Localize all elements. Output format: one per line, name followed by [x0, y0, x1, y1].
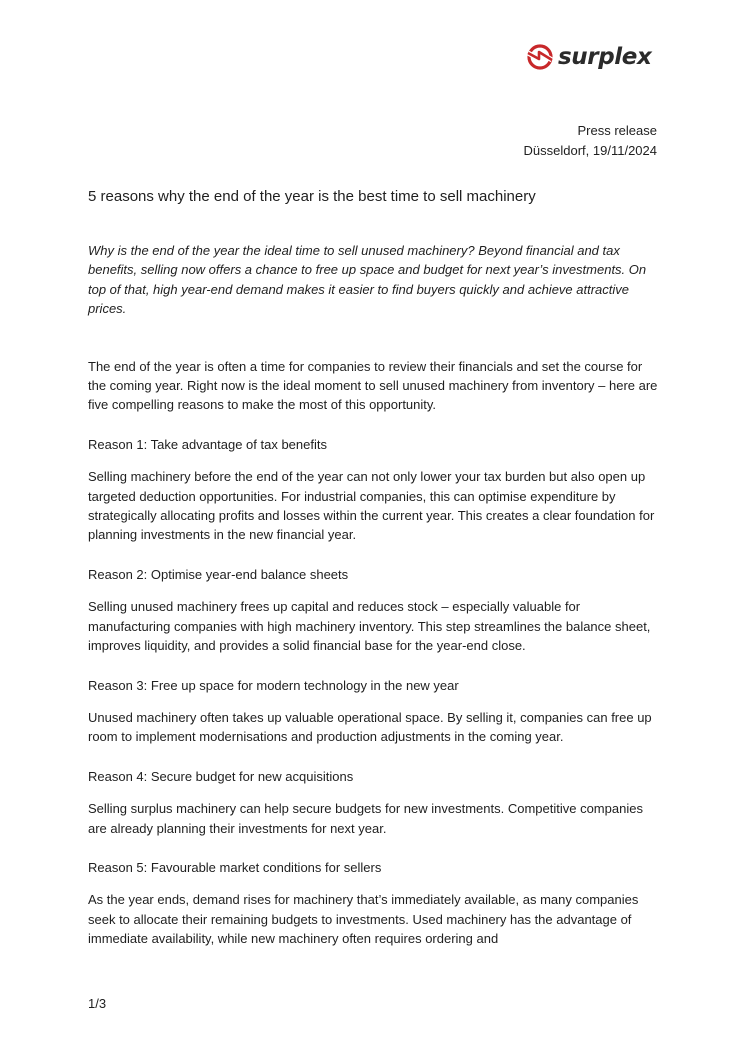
press-meta: [524, 121, 657, 161]
reason-body: Selling unused machinery frees up capital and reduces stock – especially valuable for manufacturing companies with high machinery inventory. This step streamlines the balance sheet, improves liquidity, and provides a solid financial base for the year-end close.: [88, 599, 651, 654]
document-type: Press release: [577, 123, 657, 138]
page-number: 1/3: [88, 996, 107, 1011]
article-body: [88, 241, 663, 949]
reason-heading: Reason 5: Favourable market conditions for sellers: [88, 859, 382, 875]
reason-heading: Reason 3: Free up space for modern technology in the new year: [88, 677, 459, 693]
reason-body: Selling surplus machinery can help secure budgets for new investments. Competitive companies are already planning their investments for next year.: [88, 801, 643, 836]
reason-body: Selling machinery before the end of the year can not only lower your tax burden but also open up targeted deduction opportunities. For industrial companies, this can optimise expenditure by strategically allocating profits and losses within the current year. This creates a clear foundation for planning investments in the new financial year.: [88, 469, 655, 543]
logo-wordmark: surplex: [558, 44, 652, 70]
surplex-emblem-icon: [526, 43, 554, 71]
reason-heading: Reason 4: Secure budget for new acquisitions: [88, 768, 354, 784]
surplex-logo: [526, 43, 651, 71]
dateline: Düsseldorf, 19/11/2024: [523, 143, 657, 158]
lead-paragraph: Why is the end of the year the ideal time to sell unused machinery? Beyond financial and tax benefits, selling now offers a chance to free up space and budget for next year’s investments. On top of that, high year-end demand makes it easier to find buyers quickly and achieve attractive prices.: [88, 243, 647, 317]
reason-heading: Reason 1: Take advantage of tax benefits: [88, 436, 327, 452]
reason-body: As the year ends, demand rises for machinery that’s immediately available, as many companies seek to allocate their remaining budgets to investments. Used machinery has the advantage of immediate availability, while new machinery often requires ordering and: [88, 892, 639, 947]
reason-heading: Reason 2: Optimise year-end balance sheets: [88, 566, 349, 582]
intro-paragraph: The end of the year is often a time for companies to review their financials and set the course for the coming year. Right now is the ideal moment to sell unused machinery from inventory – here are five compelling reasons to make the most of this opportunity.: [88, 358, 658, 413]
article-title: 5 reasons why the end of the year is the best time to sell machinery: [88, 188, 536, 205]
reason-body: Unused machinery often takes up valuable operational space. By selling it, companies can free up room to implement modernisations and production adjustments in the coming year.: [88, 709, 652, 745]
